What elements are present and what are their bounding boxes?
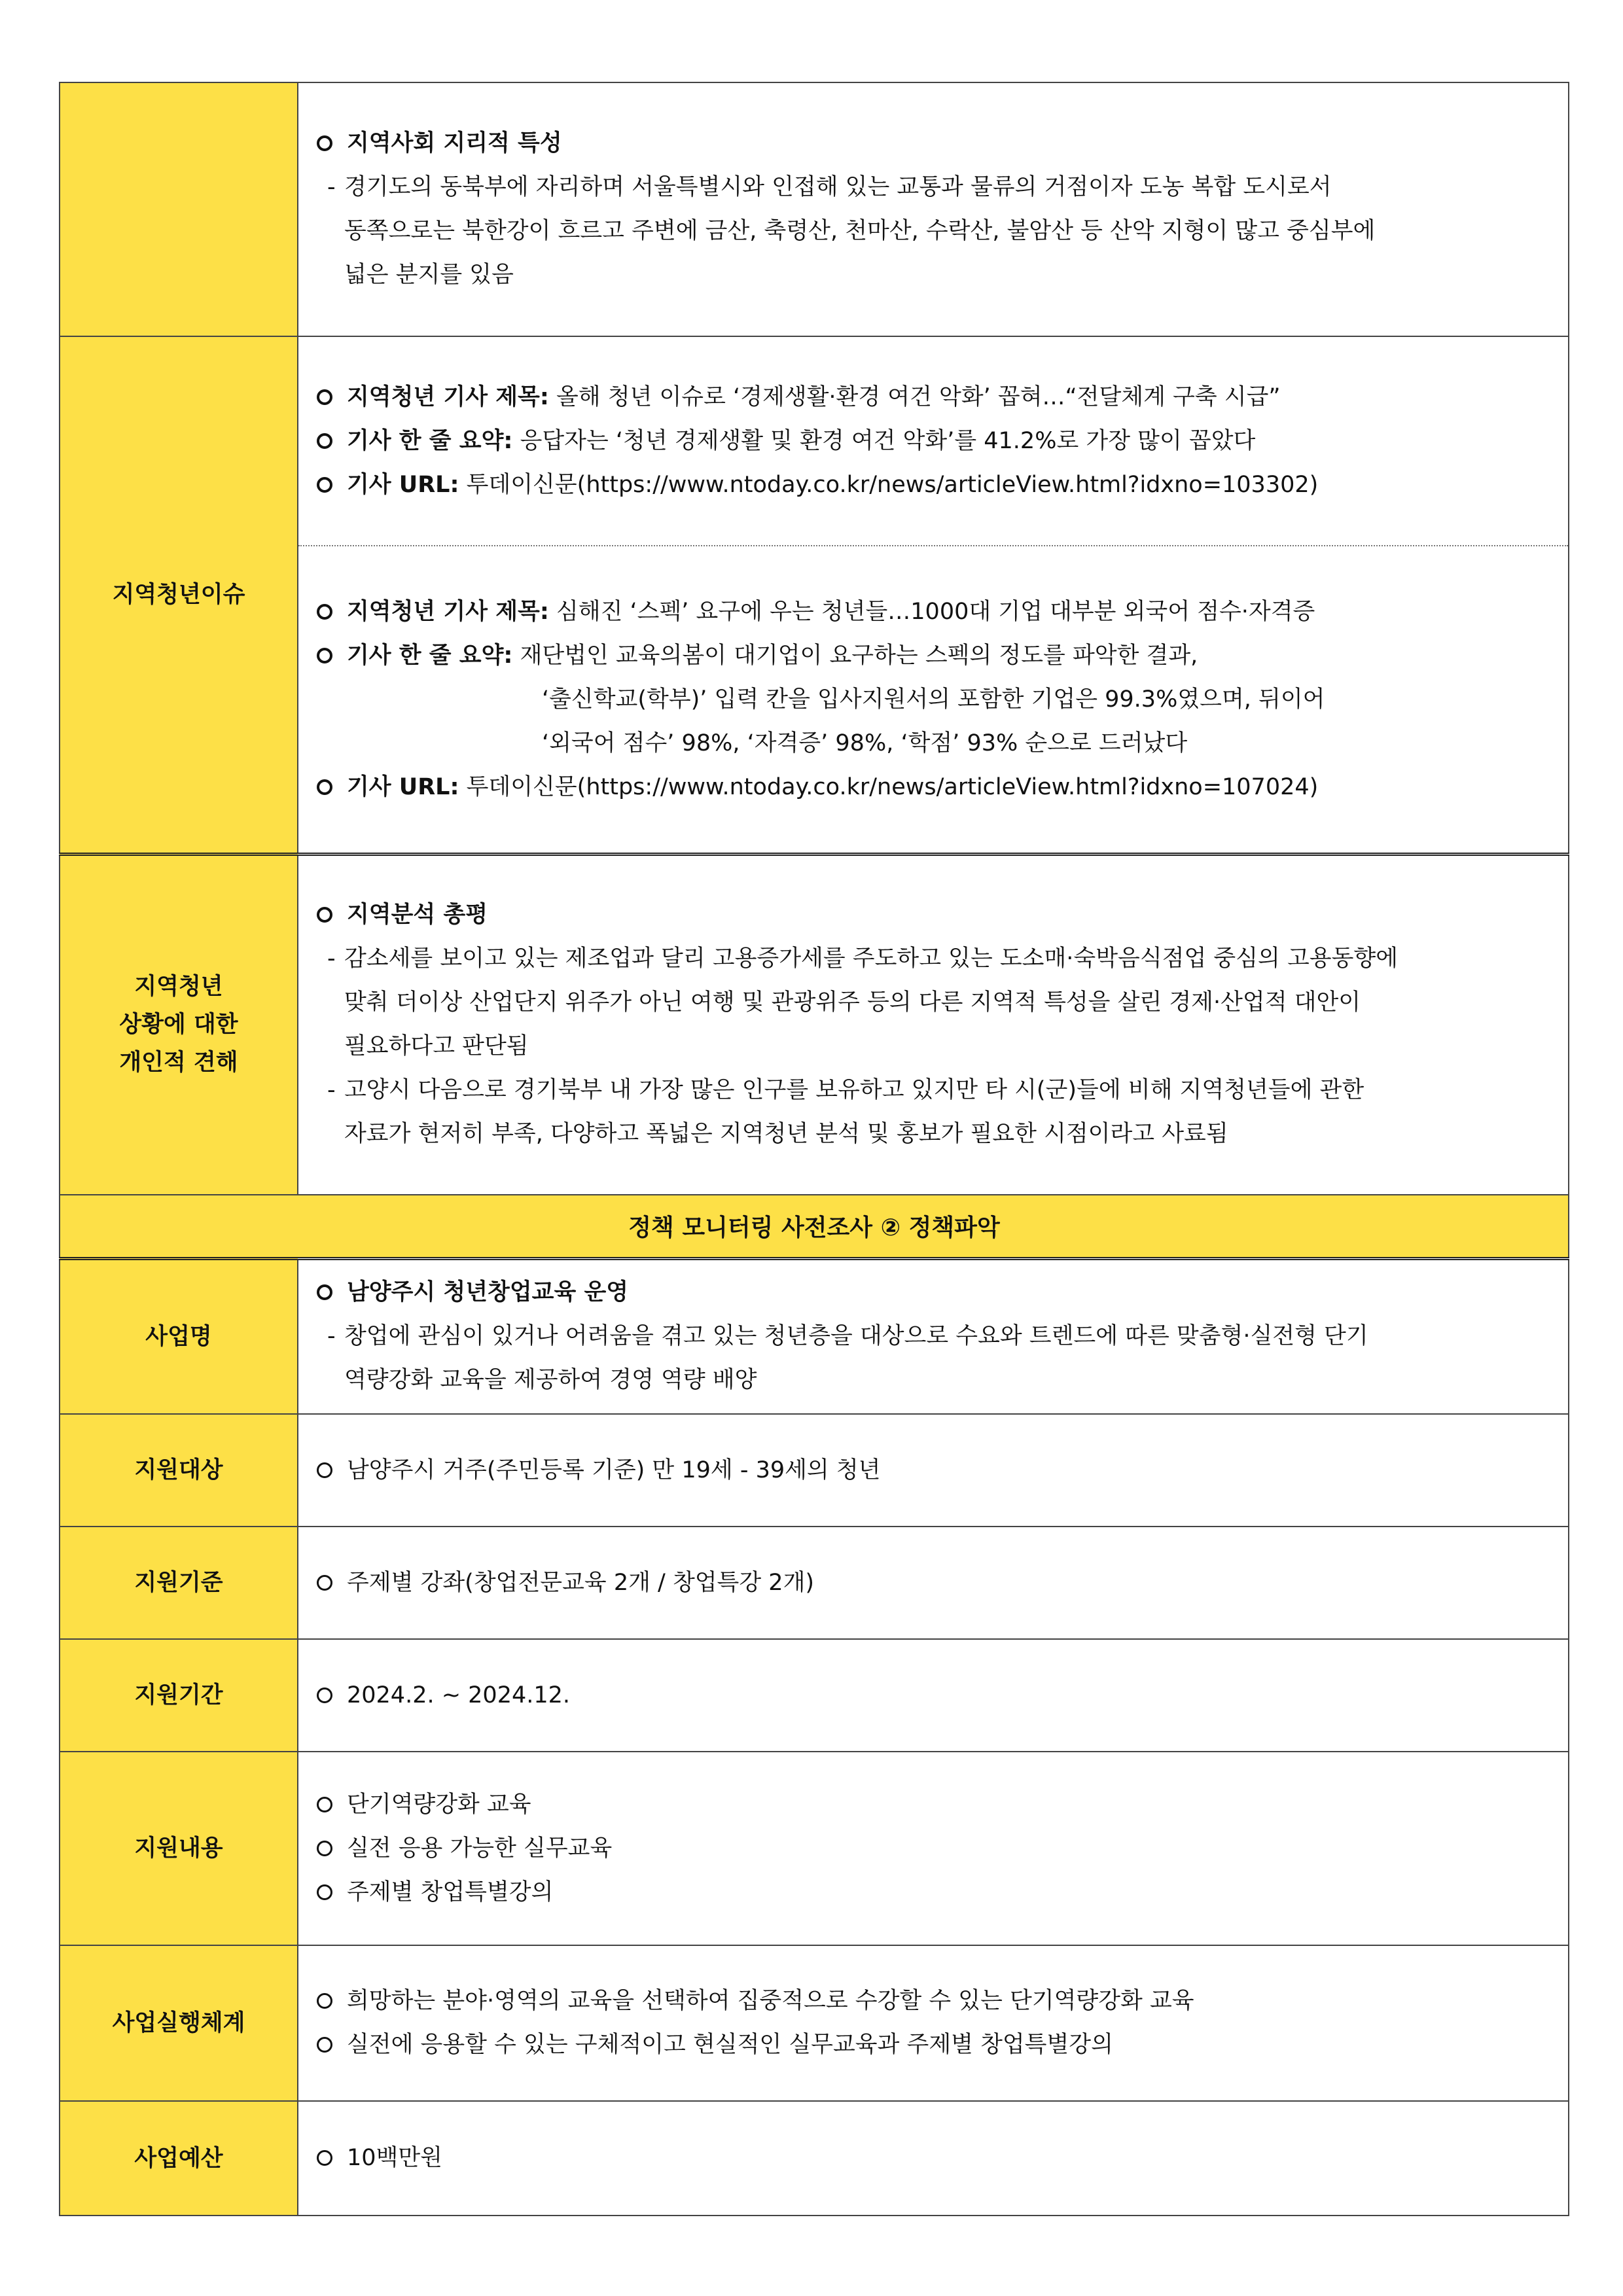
program-name-cell (298, 1258, 1569, 1414)
program-line: 역량강화 교육을 제공하여 경영 역량 배양 (344, 1367, 757, 1394)
article-title-label: 지역청년 기사 제목: (347, 383, 549, 410)
criteria-cell (298, 1527, 1569, 1639)
circle-bullet-icon (317, 1841, 332, 1856)
circle-bullet-icon (317, 1797, 332, 1812)
support-content-cell (298, 1752, 1569, 1945)
program-dash-line: - 창업에 관심이 있거나 어려움을 겪고 있는 청년층을 대상으로 수요와 트렌드에 따른 맞춤형·실전형 단기 (327, 1323, 1368, 1350)
row-support-content (60, 1752, 1569, 1945)
geo-cell (298, 82, 1569, 336)
geo-heading (317, 122, 1550, 166)
article-summary: 응답자는 ‘청년 경제생활 및 환경 여건 악화’를 41.2%로 가장 많이 꼽았다 (520, 427, 1256, 454)
article-1-url (317, 463, 1550, 507)
row-youth-issues (60, 336, 1569, 855)
label-youth-issues: 지역청년이슈 (60, 336, 298, 855)
opinion-dash-line: - 고양시 다음으로 경기북부 내 가장 많은 인구를 보유하고 있지만 타 시(군)들에 비해 지역청년들에 관한 (327, 1077, 1364, 1104)
article-summary-label: 기사 한 줄 요약: (347, 642, 513, 669)
system-item (317, 2023, 1550, 2067)
opinion-line: 자료가 현저히 부족, 다양하고 폭넓은 지역청년 분석 및 홍보가 필요한 시점이라고 사료됨 (344, 1121, 1228, 1148)
geo-dash-line: - 경기도의 동북부에 자리하며 서울특별시와 인접해 있는 교통과 물류의 거점이자 도농 복합 도시로서 (327, 174, 1332, 200)
opinion-line: 필요하다고 판단됨 (344, 1033, 529, 1060)
row-program-name (60, 1258, 1569, 1414)
circle-bullet-icon (317, 477, 332, 493)
label-opinion-line: 개인적 견해 (119, 1050, 238, 1076)
criteria-text: 주제별 강좌(창업전문교육 2개 / 창업특강 2개) (347, 1569, 815, 1596)
circle-bullet-icon (317, 1284, 332, 1300)
budget-text: 10백만원 (347, 2145, 442, 2171)
support-text: 실전 응용 가능한 실무교육 (347, 1835, 613, 1862)
opinion-cell (298, 855, 1569, 1195)
geo-heading-text: 지역사회 지리적 특성 (347, 130, 562, 156)
support-item (317, 1783, 1550, 1827)
budget-cell (298, 2101, 1569, 2216)
article-url-link[interactable]: 투데이신문(https://www.ntoday.co.kr/news/articleView.html?idxno=103302) (466, 471, 1319, 498)
row-banner (60, 1195, 1569, 1259)
article-1-title (317, 376, 1550, 419)
label-criteria: 지원기준 (60, 1527, 298, 1639)
support-item (317, 1871, 1550, 1915)
issues-cell (298, 336, 1569, 855)
article-url-link[interactable]: 투데이신문(https://www.ntoday.co.kr/news/articleView.html?idxno=107024) (466, 773, 1319, 800)
section-banner: 정책 모니터링 사전조사 ② 정책파악 (60, 1195, 1569, 1259)
opinion-heading-text: 지역분석 총평 (347, 902, 488, 928)
circle-bullet-icon (317, 2150, 332, 2166)
article-title-label: 지역청년 기사 제목: (347, 598, 549, 625)
circle-bullet-icon (317, 1687, 332, 1703)
target-text: 남양주시 거주(주민등록 기준) 만 19세 - 39세의 청년 (347, 1457, 881, 1483)
article-summary-cont: ‘외국어 점수’ 98%, ‘자격증’ 98%, ‘학점’ 93% 순으로 드러났다 (542, 730, 1188, 756)
row-criteria (60, 1527, 1569, 1639)
system-text: 희망하는 분야·영역의 교육을 선택하여 집중적으로 수강할 수 있는 단기역량강화 교육 (347, 1988, 1194, 2014)
article-url-label: 기사 URL: (347, 773, 459, 800)
document-sheet (59, 82, 1568, 2216)
label-budget: 사업예산 (60, 2101, 298, 2216)
opinion-dash-line: - 감소세를 보이고 있는 제조업과 달리 고용증가세를 주도하고 있는 도소매·숙박음식점업 중심의 고용동향에 (327, 945, 1399, 972)
label-target: 지원대상 (60, 1414, 298, 1527)
label-opinion-line: 상황에 대한 (119, 1012, 238, 1038)
article-summary-cont: ‘출신학교(학부)’ 입력 칸을 입사지원서의 포함한 기업은 99.3%였으며, 뒤이어 (542, 686, 1325, 713)
article-url-label: 기사 URL: (347, 471, 459, 498)
circle-bullet-icon (317, 604, 332, 620)
circle-bullet-icon (317, 1462, 332, 1478)
article-title: 올해 청년 이슈로 ‘경제생활·환경 여건 악화’ 꼽혀…“전달체계 구축 시급” (556, 383, 1281, 410)
period-text: 2024.2. ~ 2024.12. (347, 1682, 571, 1708)
system-item (317, 1979, 1550, 2023)
circle-bullet-icon (317, 135, 332, 151)
program-heading (317, 1271, 1550, 1315)
article-2-url (317, 766, 1550, 809)
article-2 (317, 546, 1550, 853)
label-system: 사업실행체계 (60, 1945, 298, 2101)
report-table (59, 82, 1569, 2216)
row-period (60, 1639, 1569, 1752)
geo-line-3: 넓은 분지를 있음 (344, 262, 514, 288)
article-1-summary (317, 419, 1550, 463)
criteria-item (317, 1561, 1550, 1605)
row-opinion (60, 855, 1569, 1195)
period-item (317, 1674, 1550, 1718)
opinion-line: 맞춰 더이상 산업단지 위주가 아닌 여행 및 관광위주 등의 다른 지역적 특성을 살린 경제·산업적 대안이 (344, 989, 1361, 1016)
circle-bullet-icon (317, 1575, 332, 1591)
row-budget (60, 2101, 1569, 2216)
article-2-title (317, 590, 1550, 634)
label-program-name: 사업명 (60, 1258, 298, 1414)
row-geography (60, 82, 1569, 336)
system-text: 실전에 응용할 수 있는 구체적이고 현실적인 실무교육과 주제별 창업특별강의 (347, 2032, 1113, 2058)
circle-bullet-icon (317, 1884, 332, 1900)
target-cell (298, 1414, 1569, 1527)
opinion-line: 고양시 다음으로 경기북부 내 가장 많은 인구를 보유하고 있지만 타 시(군)들에 비해 지역청년들에 관한 (344, 1077, 1364, 1104)
label-opinion-line: 지역청년 (134, 974, 223, 1000)
article-title: 심해진 ‘스펙’ 요구에 우는 청년들…1000대 기업 대부분 외국어 점수·자격증 (556, 598, 1315, 625)
article-summary: 재단법인 교육의봄이 대기업이 요구하는 스펙의 정도를 파악한 결과, (520, 642, 1198, 669)
opinion-heading (317, 893, 1550, 937)
support-text: 주제별 창업특별강의 (347, 1879, 554, 1905)
row-system (60, 1945, 1569, 2101)
label-opinion (60, 855, 298, 1195)
article-summary-label: 기사 한 줄 요약: (347, 427, 513, 454)
geo-line-2: 동쪽으로는 북한강이 흐르고 주변에 금산, 축령산, 천마산, 수락산, 불암산 등 산악 지형이 많고 중심부에 (344, 218, 1376, 244)
article-2-summary (317, 634, 1550, 678)
target-item (317, 1449, 1550, 1492)
circle-bullet-icon (317, 648, 332, 663)
opinion-line: 감소세를 보이고 있는 제조업과 달리 고용증가세를 주도하고 있는 도소매·숙박음식점업 중심의 고용동향에 (344, 945, 1399, 972)
label-empty (60, 82, 298, 336)
support-text: 단기역량강화 교육 (347, 1791, 531, 1818)
circle-bullet-icon (317, 1993, 332, 2009)
label-period: 지원기간 (60, 1639, 298, 1752)
program-line: 창업에 관심이 있거나 어려움을 겪고 있는 청년층을 대상으로 수요와 트렌드에 따른 맞춤형·실전형 단기 (344, 1323, 1368, 1350)
budget-item (317, 2136, 1550, 2180)
circle-bullet-icon (317, 907, 332, 923)
period-cell (298, 1639, 1569, 1752)
circle-bullet-icon (317, 433, 332, 449)
program-heading-text: 남양주시 청년창업교육 운영 (347, 1279, 629, 1306)
system-cell (298, 1945, 1569, 2101)
circle-bullet-icon (317, 389, 332, 405)
geo-line-1: 경기도의 동북부에 자리하며 서울특별시와 인접해 있는 교통과 물류의 거점이자 도농 복합 도시로서 (344, 174, 1332, 200)
circle-bullet-icon (317, 779, 332, 795)
row-target (60, 1414, 1569, 1527)
circle-bullet-icon (317, 2037, 332, 2053)
article-1 (317, 337, 1550, 545)
support-item (317, 1827, 1550, 1871)
label-support-content: 지원내용 (60, 1752, 298, 1945)
